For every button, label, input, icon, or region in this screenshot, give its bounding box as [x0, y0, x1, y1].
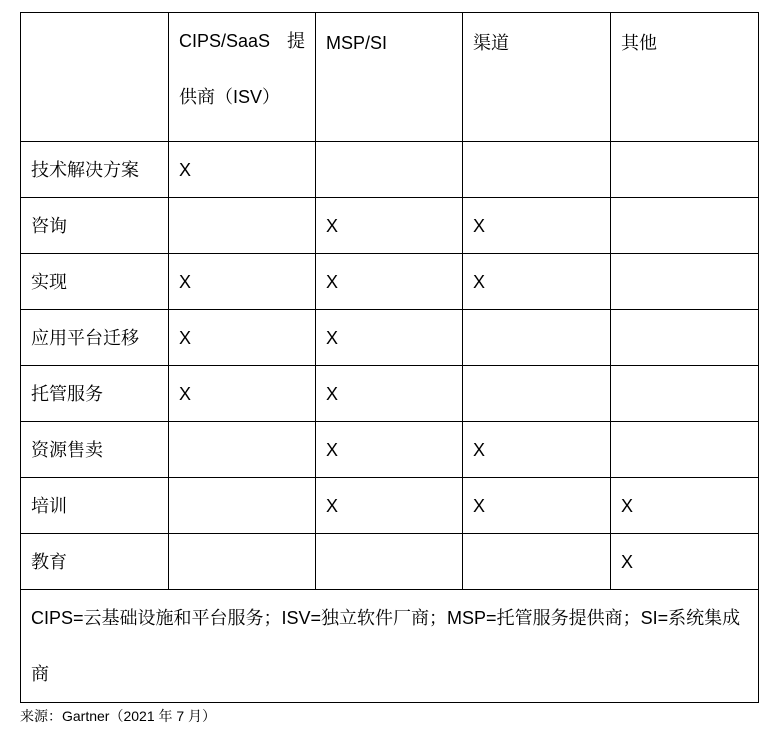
table-cell	[169, 478, 316, 534]
table-cell: X	[316, 478, 463, 534]
header-msp-si: MSP/SI	[316, 13, 463, 142]
table-cell: X	[316, 366, 463, 422]
table-cell: X	[463, 254, 611, 310]
row-label: 培训	[21, 478, 169, 534]
table-cell: X	[316, 254, 463, 310]
table-cell	[463, 534, 611, 590]
header-corner-cell	[21, 13, 169, 142]
table-cell: X	[463, 422, 611, 478]
row-label: 托管服务	[21, 366, 169, 422]
table-row	[21, 366, 759, 422]
table-cell: X	[169, 310, 316, 366]
row-label: 资源售卖	[21, 422, 169, 478]
table-cell: X	[169, 366, 316, 422]
table-cell	[463, 142, 611, 198]
table-cell	[316, 142, 463, 198]
table-cell	[611, 254, 759, 310]
table-cell	[611, 422, 759, 478]
table-cell: X	[463, 198, 611, 254]
table-cell: X	[316, 310, 463, 366]
table-row	[21, 310, 759, 366]
table-cell: X	[169, 254, 316, 310]
table-cell	[316, 534, 463, 590]
table-cell: X	[169, 142, 316, 198]
table-row	[21, 142, 759, 198]
table-cell: X	[316, 422, 463, 478]
table-cell	[169, 198, 316, 254]
table-row	[21, 198, 759, 254]
table-cell	[611, 142, 759, 198]
table-cell	[169, 422, 316, 478]
table-row	[21, 254, 759, 310]
abbreviation-note: CIPS=云基础设施和平台服务；ISV=独立软件厂商；MSP=托管服务提供商；SI=系统集成商	[21, 590, 759, 703]
table-cell	[463, 366, 611, 422]
header-channel: 渠道	[463, 13, 611, 142]
row-label: 应用平台迁移	[21, 310, 169, 366]
header-other: 其他	[611, 13, 759, 142]
table-cell	[611, 198, 759, 254]
header-row	[21, 13, 759, 142]
table-cell: X	[316, 198, 463, 254]
table-cell	[169, 534, 316, 590]
abbreviation-note-row	[21, 590, 759, 703]
partner-service-matrix	[20, 12, 759, 703]
row-label: 咨询	[21, 198, 169, 254]
row-label: 实现	[21, 254, 169, 310]
table-cell	[463, 310, 611, 366]
table-cell: X	[611, 534, 759, 590]
table-cell: X	[463, 478, 611, 534]
row-label: 教育	[21, 534, 169, 590]
table-row	[21, 422, 759, 478]
table-cell	[611, 366, 759, 422]
row-label: 技术解决方案	[21, 142, 169, 198]
table-cell	[611, 310, 759, 366]
table-row	[21, 478, 759, 534]
table-row	[21, 534, 759, 590]
table-cell: X	[611, 478, 759, 534]
source-caption: 来源：Gartner（2021 年 7 月）	[20, 708, 217, 724]
header-cips-saas-isv: CIPS/SaaS 提供商（ISV）	[169, 13, 316, 142]
